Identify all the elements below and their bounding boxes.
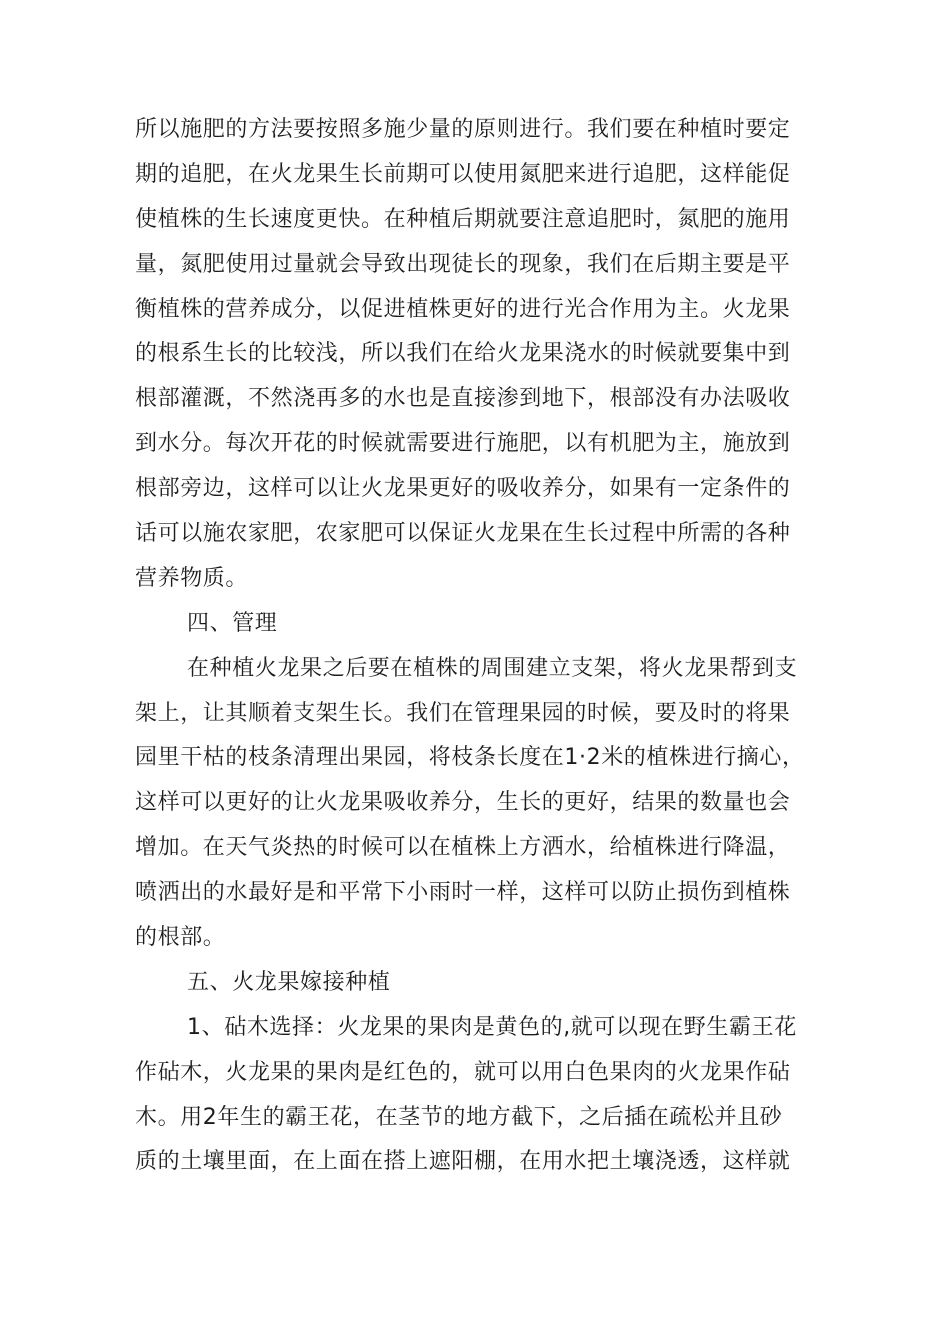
text-line: 话可以施农家肥，农家肥可以保证火龙果在生长过程中所需的各种 [135, 521, 791, 547]
text-line: 衡植株的营养成分，以促进植株更好的进行光合作用为主。火龙果 [135, 296, 791, 322]
text-line: 量，氮肥使用过量就会导致出现徒长的现象，我们在后期主要是平 [135, 251, 791, 277]
text-line: 增加。在天气炎热的时候可以在植株上方洒水，给植株进行降温， [135, 835, 791, 861]
text-line: 作砧木，火龙果的果肉是红色的，就可以用白色果肉的火龙果作砧 [135, 1059, 791, 1085]
text-line: 质的土壤里面，在上面在搭上遮阳棚，在用水把土壤浇透，这样就 [135, 1149, 791, 1175]
text-line: 到水分。每次开花的时候就需要进行施肥，以有机肥为主，施放到 [135, 431, 791, 457]
text-line: 喷洒出的水最好是和平常下小雨时一样，这样可以防止损伤到植株 [135, 880, 791, 906]
text-line: 使植株的生长速度更快。在种植后期就要注意追肥时，氮肥的施用 [135, 206, 791, 232]
text-line: 1、砧木选择：火龙果的果肉是黄色的,就可以现在野生霸王花 [187, 1014, 797, 1040]
text-line: 的根部。 [135, 925, 226, 951]
text-line: 园里干枯的枝条清理出果园，将枝条长度在1·2米的植株进行摘心， [135, 745, 805, 771]
text-line: 四、管理 [187, 610, 278, 636]
text-line: 所以施肥的方法要按照多施少量的原则进行。我们要在种植时要定 [135, 117, 791, 142]
text-line: 营养物质。 [135, 565, 249, 591]
text-line: 在种植火龙果之后要在植株的周围建立支架，将火龙果帮到支 [187, 655, 798, 681]
text-line: 五、火龙果嫁接种植 [187, 969, 391, 995]
text-line: 的根系生长的比较浅，所以我们在给火龙果浇水的时候就要集中到 [135, 341, 791, 367]
text-line: 木。用2年生的霸王花，在茎节的地方截下，之后插在疏松并且砂 [135, 1104, 783, 1130]
text-line: 架上，让其顺着支架生长。我们在管理果园的时候，要及时的将果 [135, 700, 791, 726]
text-line: 根部旁边，这样可以让火龙果更好的吸收养分，如果有一定条件的 [135, 476, 791, 502]
text-line: 根部灌溉，不然浇再多的水也是直接渗到地下，根部没有办法吸收 [135, 386, 791, 412]
text-line: 这样可以更好的让火龙果吸收养分，生长的更好，结果的数量也会 [135, 790, 791, 816]
document-body [135, 108, 825, 1185]
text-line: 期的追肥，在火龙果生长前期可以使用氮肥来进行追肥，这样能促 [135, 161, 791, 187]
